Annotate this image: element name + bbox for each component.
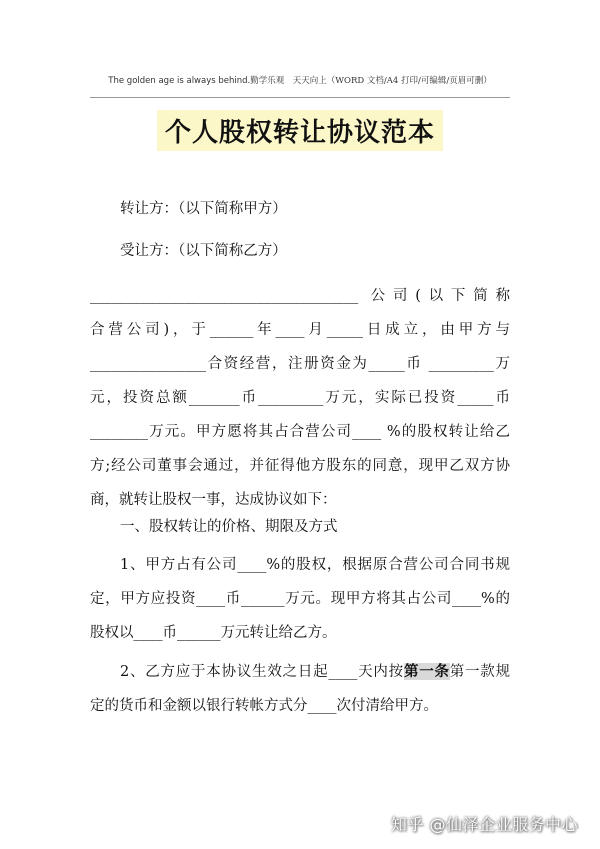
page-header	[0, 74, 600, 86]
header-rule	[90, 97, 510, 98]
intro-line: 方;经公司董事会通过，并征得他方股东的同意，现甲乙双方协	[90, 458, 510, 474]
transferee-line: 受让方：（以下简称乙方）	[120, 243, 287, 259]
document-title: 个人股权转让协议范本	[157, 110, 443, 151]
header-latin: The golden age is always behind.	[108, 76, 251, 86]
clause-2-line: 定的货币和金额以银行转帐方式分____次付清给甲方。	[90, 698, 438, 714]
clause-1-line: 定，甲方应投资____币______万元。现甲方将其占公司____%的	[90, 591, 510, 607]
intro-line: 商，就转让股权一事，达成协议如下：	[90, 492, 337, 508]
section-heading: 一、股权转让的价格、期限及方式	[120, 519, 338, 535]
clause-1	[90, 548, 510, 650]
watermark: 知乎 @仙泽企业服务中心	[390, 815, 578, 834]
clause-2-line	[90, 655, 510, 689]
intro-line: _____________________________________ 公司(以下简称	[90, 288, 510, 304]
transferor-line: 转让方：（以下简称甲方）	[120, 201, 287, 217]
clause-2	[90, 655, 510, 723]
clause-1-line: 1、甲方占有公司____%的股权，根据原合营公司合同书规	[120, 557, 510, 573]
document-title-wrap	[0, 110, 600, 151]
intro-line: ________________合资经营，注册资金为_____币 _________万	[90, 356, 510, 372]
intro-line: 合营公司)，于______年____月_____日成立，由甲方与	[90, 322, 510, 338]
intro-line: ________万元。甲方愿将其占合营公司____ %的股权转让给乙	[90, 424, 510, 440]
clause-2-text: 2、乙方应于本协议生效之日起____天内按	[120, 664, 404, 680]
intro-line: 元，投资总额_______币_________万元，实际已投资_____币	[90, 390, 510, 406]
intro-paragraph	[90, 279, 510, 517]
header-cn: 勤学乐观 天天向上（WORD 文档/A4 打印/可编辑/页眉可删）	[250, 76, 492, 86]
clause-2-text: 第一款规	[449, 664, 511, 680]
highlighted-term: 第一条	[403, 663, 450, 680]
clause-1-line: 股权以____币______万元转让给乙方。	[90, 625, 337, 641]
